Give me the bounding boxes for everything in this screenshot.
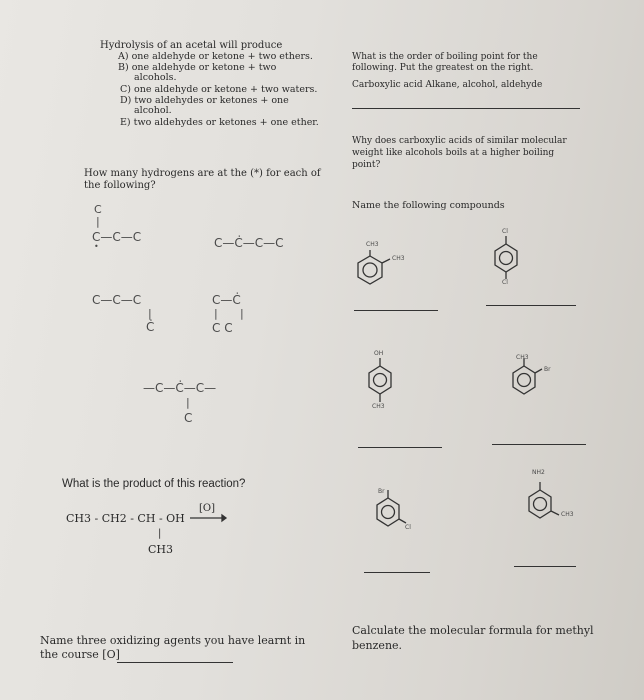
oxidizing-question-line2: the course [O] [40, 648, 120, 661]
acetal-question-title: Hydrolysis of an acetal will produce [100, 40, 283, 51]
acetal-option-b-cont: alcohols. [134, 72, 177, 83]
oxidizing-question-line1: Name three oxidizing agents you have learnt in [40, 634, 306, 647]
structure-1-star: • [94, 242, 99, 251]
structure-5-bottom: C [184, 411, 193, 425]
carboxylic-question-line3: point? [352, 160, 381, 170]
compound-5-bromochlorobenzene [368, 484, 428, 544]
acetal-option-e[interactable]: E) two aldehydes or ketones + one ether. [120, 117, 319, 128]
structure-4-top: C—Ċ [212, 293, 241, 307]
structure-5-chain: —C—Ċ—C— [143, 381, 217, 395]
structure-4-bond-left: | [214, 307, 218, 320]
formula-question-line1: Calculate the molecular formula for methyl [352, 624, 594, 637]
product-reagent: [O] [199, 503, 216, 514]
reaction-arrow [190, 515, 226, 523]
compound-5-label-b: Cl [405, 524, 411, 531]
compound-1-dimethylbenzene [350, 240, 420, 290]
acetal-option-a[interactable]: A) one aldehyde or ketone + two ethers. [118, 51, 313, 62]
carboxylic-question-line2: weight like alcohols boils at a higher boiling [352, 148, 555, 158]
structure-5-bond: | [186, 396, 190, 409]
hydrogens-question-line1: How many hydrogens are at the (*) for each of [84, 168, 321, 179]
structure-2-chain: C—Ċ—C—C [214, 236, 284, 250]
compound-3-label-b: CH3 [372, 403, 385, 410]
compound-1-label-a: CH3 [366, 241, 379, 248]
boiling-answer-line[interactable] [352, 108, 580, 109]
compound-2-label-b: Cl [502, 279, 508, 286]
product-question: What is the product of this reaction? [62, 478, 246, 490]
structure-3-chain: C—C—C [92, 293, 142, 307]
oxidizing-answer-line[interactable] [117, 662, 233, 663]
compound-4-label-b: Br [544, 366, 551, 373]
compound-2-label-a: Cl [502, 228, 508, 235]
structure-4-bottom: C C [212, 321, 233, 335]
compound-6-methylaniline [520, 474, 580, 534]
compound-4-bromotoluene [500, 350, 560, 410]
acetal-option-c[interactable]: C) one aldehyde or ketone + two waters. [120, 84, 318, 95]
compound-4-answer-line[interactable] [492, 444, 586, 445]
name-compounds-title: Name the following compounds [352, 200, 505, 211]
product-branch-bond: | [158, 528, 162, 539]
structure-4-bond-right: | [240, 307, 244, 320]
product-branch: CH3 [148, 543, 174, 556]
compound-4-label-a: CH3 [516, 354, 529, 361]
formula-question-line2: benzene. [352, 639, 403, 652]
structure-3-bottom: Ċ [146, 320, 155, 334]
compound-3-answer-line[interactable] [358, 447, 442, 448]
compound-3-label-a: OH [374, 350, 384, 357]
structure-1-top-carbon: C [94, 203, 102, 216]
acetal-option-d-cont: alcohol. [134, 105, 172, 116]
structure-1-bond: | [96, 215, 100, 228]
structure-1-chain: C—C—C [92, 230, 142, 244]
compound-2-answer-line[interactable] [486, 305, 576, 306]
compound-5-label-a: Br [378, 488, 385, 495]
compound-6-answer-line[interactable] [514, 566, 576, 567]
boiling-question-line2: following. Put the greatest on the right. [352, 63, 534, 73]
hydrogens-question-line2: the following? [84, 180, 156, 191]
carboxylic-question-line1: Why does carboxylic acids of similar molecular [352, 136, 567, 146]
acetal-option-b[interactable]: B) one aldehyde or ketone + two [118, 62, 277, 73]
compound-6-label-b: CH3 [561, 511, 574, 518]
compound-1-answer-line[interactable] [354, 310, 438, 311]
boiling-question-line3: Carboxylic acid Alkane, alcohol, aldehyde [352, 80, 543, 90]
compound-1-label-b: CH3 [392, 255, 405, 262]
compound-5-answer-line[interactable] [364, 572, 430, 573]
product-reactant: CH3 - CH2 - CH - OH [66, 512, 185, 525]
structure-3-bond: | [148, 307, 152, 320]
compound-6-label-a: NH2 [532, 469, 545, 476]
boiling-question-line1: What is the order of boiling point for the [352, 52, 538, 62]
acetal-option-d[interactable]: D) two aldehydes or ketones + one [120, 95, 289, 106]
